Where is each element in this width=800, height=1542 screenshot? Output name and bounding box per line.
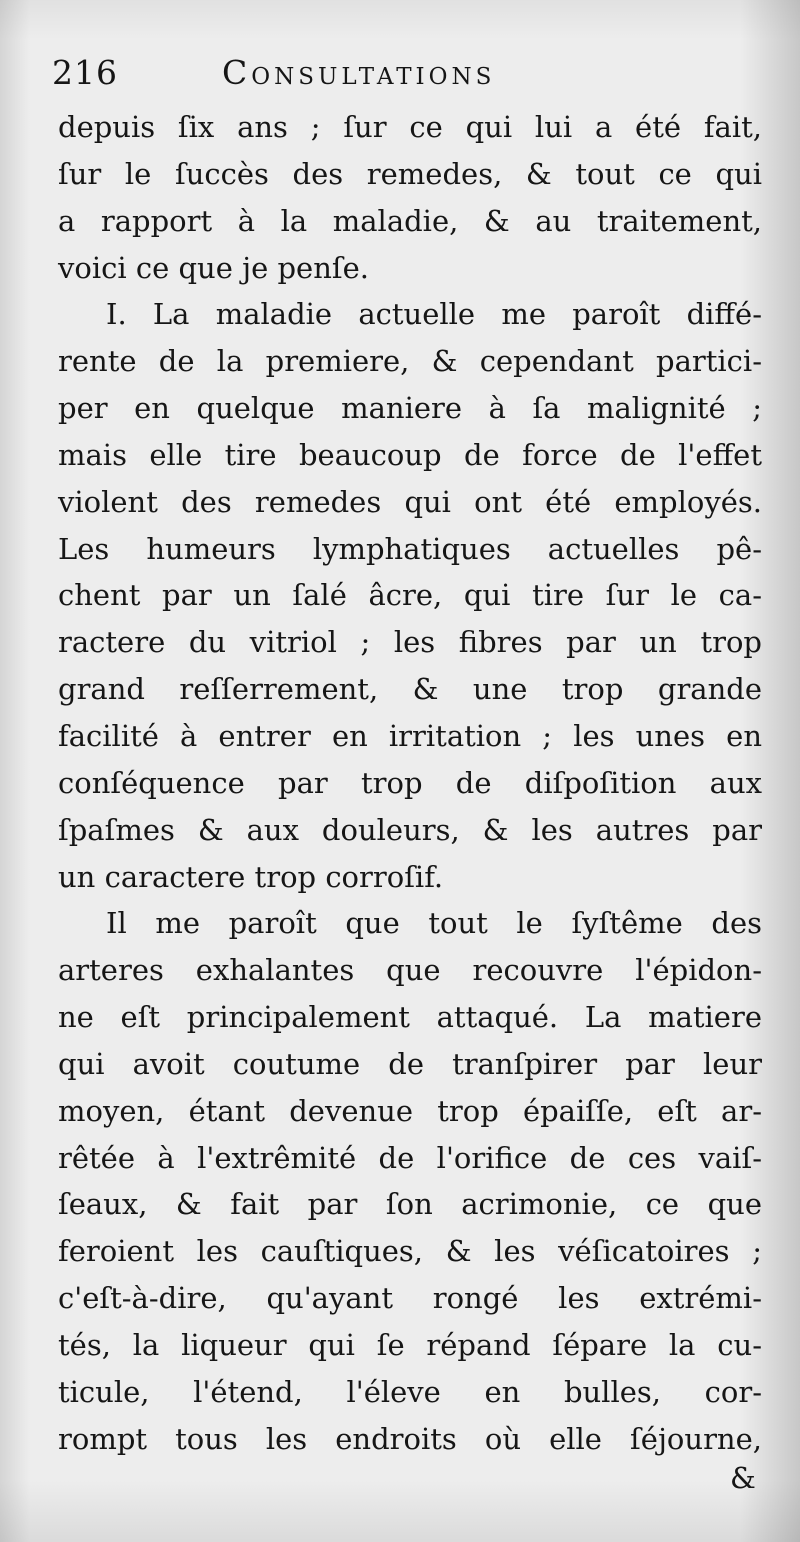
catchword: &: [730, 1461, 756, 1495]
text-line: grand reſſerrement, & une trop grande: [58, 672, 762, 707]
text-line: ractere du vitriol ; les fibres par un trop: [58, 625, 762, 660]
text-line: c'eſt-à-dire, qu'ayant rongé les extrémi-: [58, 1281, 762, 1316]
text-line: ne eſt principalement attaqué. La matiere: [58, 1000, 762, 1035]
running-head: [52, 46, 752, 100]
text-line: depuis ſix ans ; ſur ce qui lui a été fait,: [58, 110, 762, 144]
text-line: conſéquence par trop de diſpoſition aux: [58, 765, 762, 800]
text-line: chent par un ſalé âcre, qui tire ſur le ca-: [58, 578, 762, 613]
text-line: rompt tous les endroits où elle ſéjourne,: [58, 1421, 762, 1456]
text-line: facilité à entrer en irritation ; les unes en: [58, 718, 762, 753]
text-line: per en quelque maniere à ſa malignité ;: [58, 391, 762, 426]
text-line: un caractere trop corroſif.: [58, 859, 444, 894]
text-line: a rapport à la maladie, & au traitement,: [58, 203, 762, 238]
body-text: [58, 104, 762, 1462]
text-line: feroient les cauſtiques, & les véſicatoires ;: [58, 1234, 762, 1269]
text-line: mais elle tire beaucoup de force de l'effet: [58, 437, 762, 472]
text-line: violent des remedes qui ont été employés.: [58, 484, 762, 519]
text-line: voici ce que je penſe.: [58, 250, 369, 285]
text-line: ſpaſmes & aux douleurs, & les autres par: [58, 812, 762, 847]
text-line: ſur le ſuccès des remedes, & tout ce qui: [58, 156, 762, 191]
text-line: moyen, étant devenue trop épaiſſe, eſt ar-: [58, 1093, 762, 1128]
text-line: rente de la premiere, & cependant partici-: [58, 344, 762, 379]
text-line: rêtée à l'extrêmité de l'orifice de ces vaiſ-: [58, 1140, 762, 1175]
text-line: ticule, l'étend, l'éleve en bulles, cor-: [58, 1374, 762, 1409]
text-line: arteres exhalantes que recouvre l'épidon-: [58, 953, 762, 988]
text-line: qui avoit coutume de tranſpirer par leur: [58, 1046, 762, 1081]
running-title: Consultations: [222, 53, 496, 92]
page-number: 216: [52, 53, 118, 92]
text-line: ſeaux, & fait par ſon acrimonie, ce que: [58, 1187, 762, 1222]
text-line: I. La maladie actuelle me paroît diffé-: [106, 297, 762, 332]
text-line: tés, la liqueur qui ſe répand ſépare la cu-: [58, 1327, 762, 1362]
text-line: Il me paroît que tout le ſyſtême des: [106, 906, 762, 941]
text-line: Les humeurs lymphatiques actuelles pê-: [58, 531, 762, 566]
